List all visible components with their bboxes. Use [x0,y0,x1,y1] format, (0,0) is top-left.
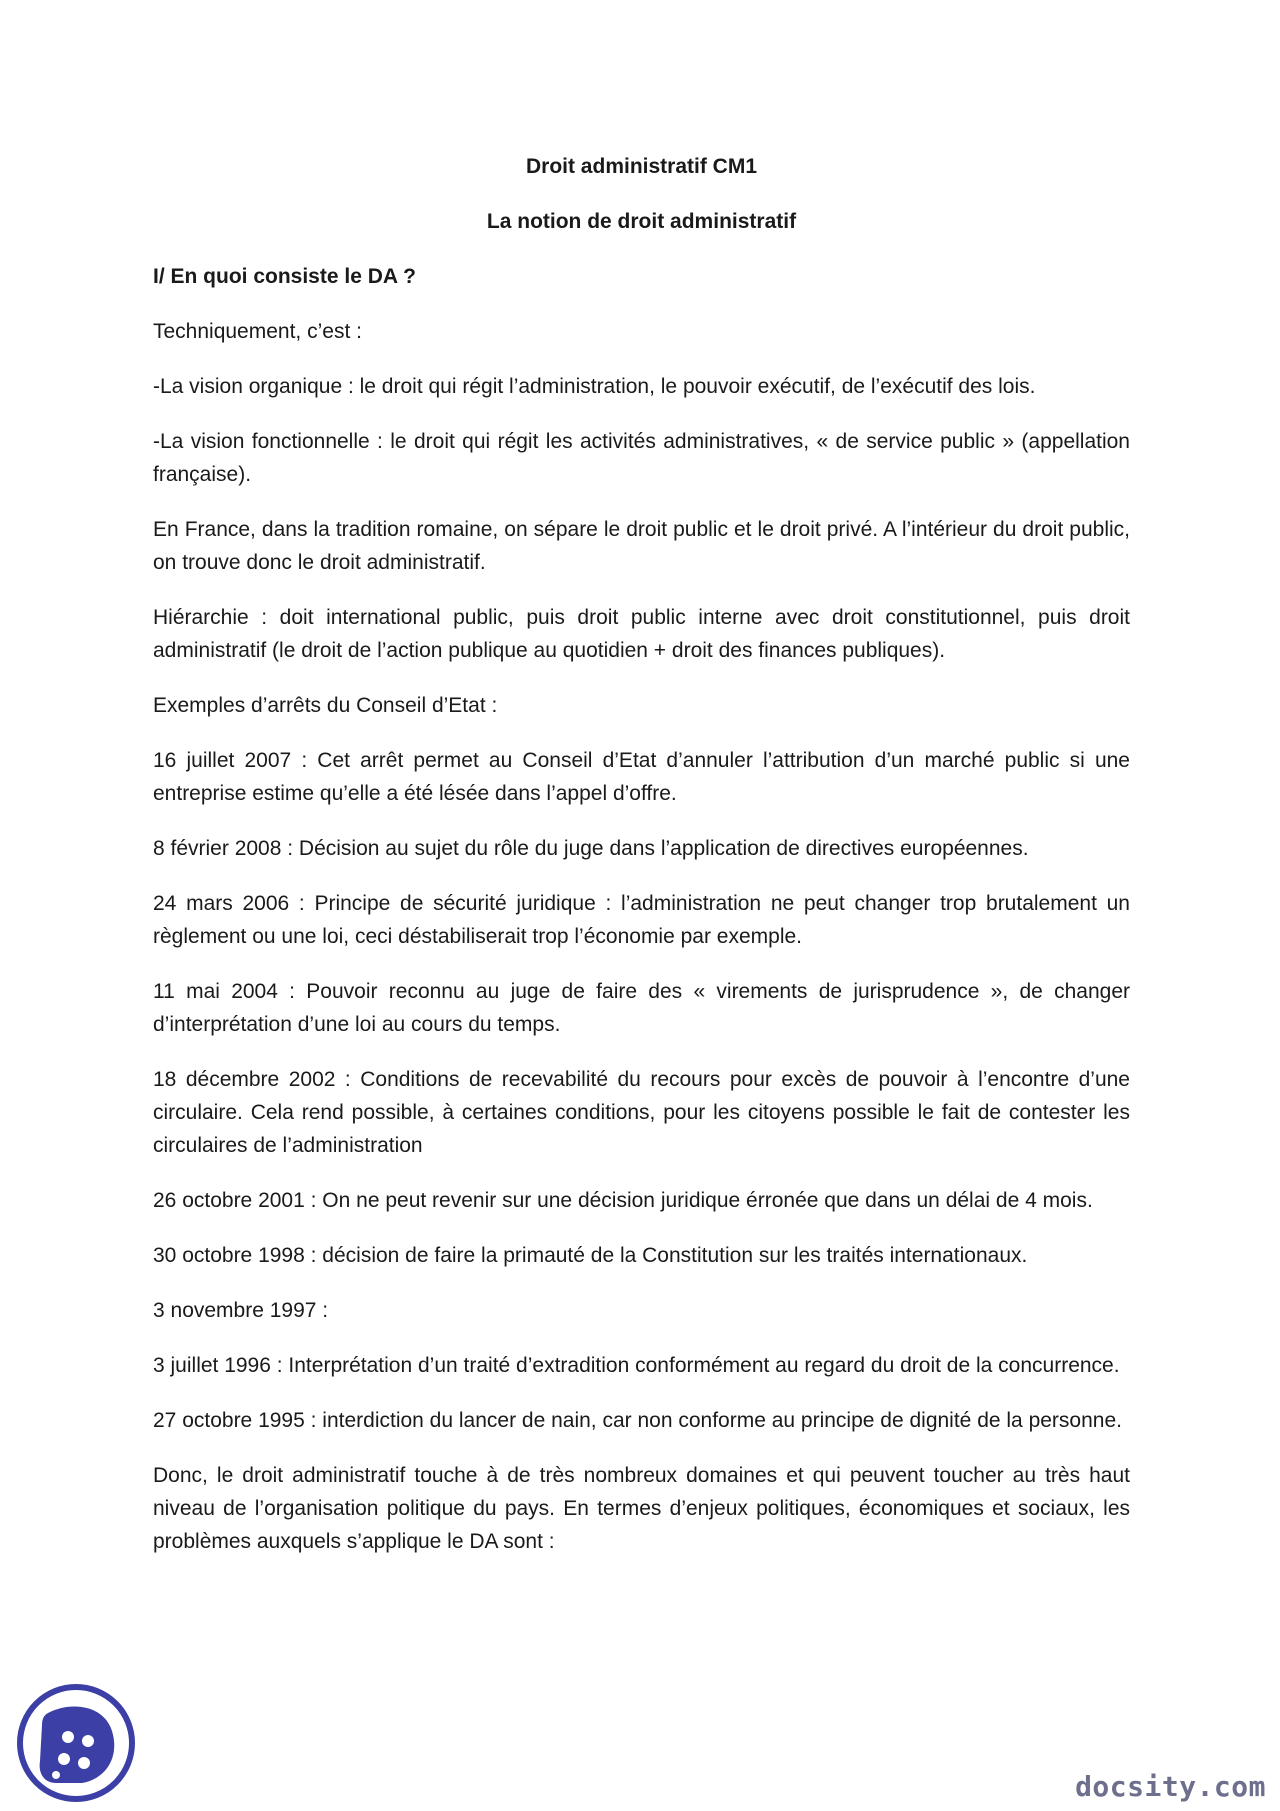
paragraph: 30 octobre 1998 : décision de faire la primauté de la Constitution sur les traités internationaux. [153,1244,1028,1267]
paragraph: -La vision fonctionnelle : le droit qui régit les activités administratives, « de service public » (appellation française). [153,430,1130,486]
document-title: Droit administratif CM1 [525,155,758,178]
paragraph: 18 décembre 2002 : Conditions de recevabilité du recours pour excès de pouvoir à l’encontre d’une circulaire. Cela rend possible, à certaines conditions, pour les citoyens possible le fait de contester les circulaires de l’administration [153,1068,1130,1157]
paragraph: -La vision organique : le droit qui régit l’administration, le pouvoir exécutif, de l’exécutif des lois. [153,375,1036,398]
paragraph: 8 février 2008 : Décision au sujet du rôle du juge dans l’application de directives européennes. [153,837,1029,860]
paragraph: Hiérarchie : doit international public, puis droit public interne avec droit constitutionnel, puis droit administratif (le droit de l’action publique au quotidien + droit des finances publiques). [153,606,1130,662]
docsity-watermark[interactable]: docsity.com [1075,1770,1266,1803]
paragraph: 26 octobre 2001 : On ne peut revenir sur une décision juridique érronée que dans un délai de 4 mois. [153,1189,1093,1212]
paragraph: Techniquement, c’est : [153,320,362,343]
paragraph: 3 juillet 1996 : Interprétation d’un traité d’extradition conformément au regard du droit de la concurrence. [153,1354,1120,1377]
document-body [153,150,1130,1580]
paragraph: 16 juillet 2007 : Cet arrêt permet au Conseil d’Etat d’annuler l’attribution d’un marché public si une entreprise estime qu’elle a été lésée dans l’appel d’offre. [153,749,1130,805]
paragraph: 27 octobre 1995 : interdiction du lancer de nain, car non conforme au principe de dignité de la personne. [153,1409,1122,1432]
paragraph: 11 mai 2004 : Pouvoir reconnu au juge de faire des « virements de jurisprudence », de changer d’interprétation d’une loi au cours du temps. [153,980,1130,1036]
docsity-logo-icon[interactable] [16,1683,136,1803]
paragraph: Donc, le droit administratif touche à de très nombreux domaines et qui peuvent toucher au très haut niveau de l’organisation politique du pays. En termes d’enjeux politiques, économiques et sociaux, les problèmes auxquels s’applique le DA sont : [153,1464,1130,1553]
section-heading: I/ En quoi consiste le DA ? [153,265,416,288]
paragraph: 3 novembre 1997 : [153,1299,329,1322]
document-subtitle: La notion de droit administratif [486,210,797,233]
paragraph: 24 mars 2006 : Principe de sécurité juridique : l’administration ne peut changer trop brutalement un règlement ou une loi, ceci déstabiliserait trop l’économie par exemple. [153,892,1130,948]
paragraph: En France, dans la tradition romaine, on sépare le droit public et le droit privé. A l’intérieur du droit public, on trouve donc le droit administratif. [153,518,1130,574]
docsity-logo-graphic [16,1683,136,1803]
paragraph: Exemples d’arrêts du Conseil d’Etat : [153,694,498,717]
